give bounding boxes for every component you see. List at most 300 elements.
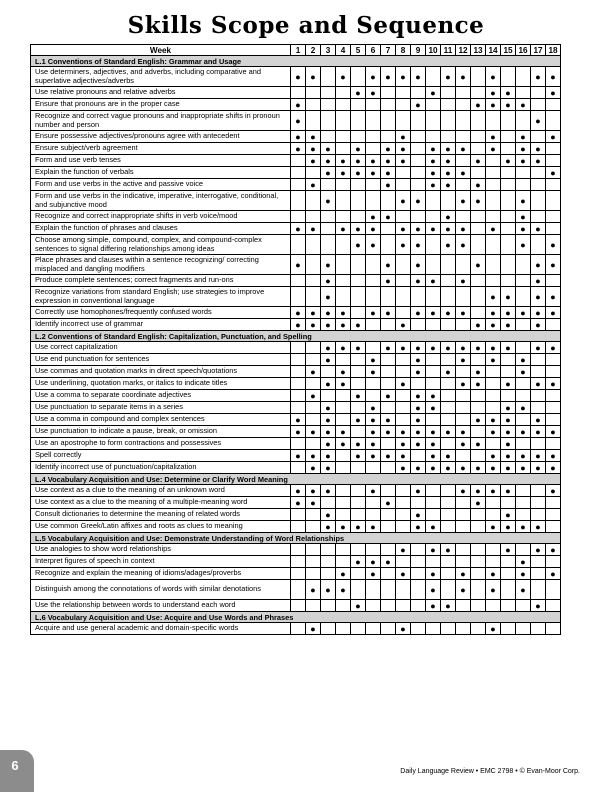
bullet-mark-icon: ● bbox=[385, 426, 391, 437]
bullet-mark-icon: ● bbox=[445, 600, 451, 611]
week-cell bbox=[546, 623, 561, 635]
skill-row bbox=[31, 87, 561, 99]
week-cell bbox=[456, 556, 471, 568]
week-cell bbox=[291, 155, 306, 167]
skill-row bbox=[31, 255, 561, 275]
bullet-mark-icon: ● bbox=[460, 584, 466, 595]
week-cell bbox=[546, 497, 561, 509]
week-cell bbox=[501, 366, 516, 378]
skill-row bbox=[31, 600, 561, 612]
week-cell bbox=[306, 485, 321, 497]
bullet-mark-icon: ● bbox=[430, 521, 436, 532]
week-cell bbox=[486, 179, 501, 191]
week-cell bbox=[351, 414, 366, 426]
week-cell bbox=[381, 426, 396, 438]
week-cell bbox=[531, 223, 546, 235]
skill-row bbox=[31, 319, 561, 331]
skill-label: Use a comma in compound and complex sentences bbox=[31, 414, 291, 426]
week-cell bbox=[471, 390, 486, 402]
skill-row bbox=[31, 155, 561, 167]
bullet-mark-icon: ● bbox=[520, 239, 526, 250]
week-cell bbox=[441, 426, 456, 438]
week-cell bbox=[501, 131, 516, 143]
skill-label: Use relative pronouns and relative adverbs bbox=[31, 87, 291, 99]
week-cell bbox=[456, 131, 471, 143]
week-cell bbox=[291, 287, 306, 307]
bullet-mark-icon: ● bbox=[325, 509, 331, 520]
skill-label: Use context as a clue to the meaning of an unknown word bbox=[31, 485, 291, 497]
bullet-mark-icon: ● bbox=[475, 485, 481, 496]
section-header-row bbox=[31, 331, 561, 342]
bullet-mark-icon: ● bbox=[505, 450, 511, 461]
week-cell bbox=[501, 580, 516, 600]
week-cell bbox=[411, 319, 426, 331]
week-cell bbox=[516, 287, 531, 307]
bullet-mark-icon: ● bbox=[430, 87, 436, 98]
week-cell bbox=[411, 354, 426, 366]
bullet-mark-icon: ● bbox=[295, 71, 301, 82]
skill-row bbox=[31, 402, 561, 414]
bullet-mark-icon: ● bbox=[505, 485, 511, 496]
week-cell bbox=[336, 521, 351, 533]
week-cell bbox=[336, 556, 351, 568]
week-cell bbox=[291, 600, 306, 612]
week-cell bbox=[306, 287, 321, 307]
week-cell bbox=[531, 600, 546, 612]
week-cell bbox=[366, 462, 381, 474]
bullet-mark-icon: ● bbox=[325, 402, 331, 413]
week-cell bbox=[321, 67, 336, 87]
week-number: 17 bbox=[531, 45, 546, 56]
bullet-mark-icon: ● bbox=[415, 414, 421, 425]
week-cell bbox=[441, 402, 456, 414]
week-cell bbox=[471, 255, 486, 275]
week-cell bbox=[531, 287, 546, 307]
bullet-mark-icon: ● bbox=[535, 115, 541, 126]
week-cell bbox=[531, 255, 546, 275]
week-cell bbox=[456, 390, 471, 402]
bullet-mark-icon: ● bbox=[310, 623, 316, 634]
week-cell bbox=[441, 509, 456, 521]
bullet-mark-icon: ● bbox=[520, 143, 526, 154]
week-cell bbox=[516, 275, 531, 287]
bullet-mark-icon: ● bbox=[520, 211, 526, 222]
week-cell bbox=[441, 255, 456, 275]
week-cell bbox=[411, 450, 426, 462]
week-cell bbox=[501, 390, 516, 402]
week-cell bbox=[396, 623, 411, 635]
week-cell bbox=[471, 485, 486, 497]
skill-row bbox=[31, 67, 561, 87]
week-cell bbox=[456, 275, 471, 287]
week-cell bbox=[546, 414, 561, 426]
page-title: Skills Scope and Sequence bbox=[127, 12, 485, 39]
week-cell bbox=[381, 223, 396, 235]
week-number: 10 bbox=[426, 45, 441, 56]
week-cell bbox=[471, 143, 486, 155]
bullet-mark-icon: ● bbox=[505, 99, 511, 110]
week-cell bbox=[381, 414, 396, 426]
week-cell bbox=[291, 509, 306, 521]
week-cell bbox=[351, 509, 366, 521]
week-cell bbox=[426, 450, 441, 462]
week-cell bbox=[486, 131, 501, 143]
week-cell bbox=[441, 143, 456, 155]
week-cell bbox=[516, 568, 531, 580]
week-cell bbox=[381, 402, 396, 414]
week-cell bbox=[471, 568, 486, 580]
week-cell bbox=[396, 544, 411, 556]
bullet-mark-icon: ● bbox=[400, 544, 406, 555]
week-cell bbox=[396, 497, 411, 509]
week-cell bbox=[441, 319, 456, 331]
skill-label: Interpret figures of speech in context bbox=[31, 556, 291, 568]
section-title: L.2 Conventions of Standard English: Capitalization, Punctuation, and Spelling bbox=[31, 331, 561, 342]
bullet-mark-icon: ● bbox=[490, 131, 496, 142]
week-cell bbox=[441, 450, 456, 462]
week-cell bbox=[501, 143, 516, 155]
week-cell bbox=[336, 287, 351, 307]
week-cell bbox=[291, 485, 306, 497]
week-cell bbox=[396, 366, 411, 378]
bullet-mark-icon: ● bbox=[370, 438, 376, 449]
bullet-mark-icon: ● bbox=[475, 342, 481, 353]
week-cell bbox=[321, 307, 336, 319]
week-cell bbox=[456, 211, 471, 223]
bullet-mark-icon: ● bbox=[550, 167, 556, 178]
bullet-mark-icon: ● bbox=[505, 319, 511, 330]
week-cell bbox=[471, 99, 486, 111]
week-cell bbox=[381, 580, 396, 600]
week-cell bbox=[396, 462, 411, 474]
week-cell bbox=[381, 131, 396, 143]
week-cell bbox=[516, 600, 531, 612]
week-cell bbox=[471, 402, 486, 414]
week-number: 14 bbox=[486, 45, 501, 56]
skill-label: Use underlining, quotation marks, or italics to indicate titles bbox=[31, 378, 291, 390]
week-cell bbox=[501, 255, 516, 275]
week-cell bbox=[531, 307, 546, 319]
week-cell bbox=[456, 509, 471, 521]
week-cell bbox=[351, 600, 366, 612]
bullet-mark-icon: ● bbox=[415, 71, 421, 82]
week-cell bbox=[381, 87, 396, 99]
week-cell bbox=[471, 556, 486, 568]
bullet-mark-icon: ● bbox=[535, 426, 541, 437]
week-cell bbox=[411, 485, 426, 497]
week-cell bbox=[291, 402, 306, 414]
week-cell bbox=[291, 366, 306, 378]
bullet-mark-icon: ● bbox=[325, 438, 331, 449]
bullet-mark-icon: ● bbox=[520, 131, 526, 142]
bullet-mark-icon: ● bbox=[325, 307, 331, 318]
bullet-mark-icon: ● bbox=[400, 155, 406, 166]
bullet-mark-icon: ● bbox=[475, 195, 481, 206]
week-cell bbox=[336, 497, 351, 509]
week-cell bbox=[366, 211, 381, 223]
bullet-mark-icon: ● bbox=[505, 438, 511, 449]
week-cell bbox=[426, 366, 441, 378]
week-cell bbox=[441, 179, 456, 191]
week-cell bbox=[321, 462, 336, 474]
bullet-mark-icon: ● bbox=[295, 115, 301, 126]
week-cell bbox=[336, 462, 351, 474]
skill-row bbox=[31, 544, 561, 556]
week-number: 15 bbox=[501, 45, 516, 56]
week-cell bbox=[456, 342, 471, 354]
bullet-mark-icon: ● bbox=[355, 450, 361, 461]
week-cell bbox=[456, 378, 471, 390]
bullet-mark-icon: ● bbox=[385, 556, 391, 567]
week-cell bbox=[486, 191, 501, 211]
week-cell bbox=[501, 509, 516, 521]
skill-row bbox=[31, 438, 561, 450]
bullet-mark-icon: ● bbox=[355, 239, 361, 250]
week-cell bbox=[291, 556, 306, 568]
bullet-mark-icon: ● bbox=[370, 167, 376, 178]
bullet-mark-icon: ● bbox=[325, 291, 331, 302]
week-cell bbox=[351, 580, 366, 600]
week-cell bbox=[531, 67, 546, 87]
week-cell bbox=[516, 191, 531, 211]
week-cell bbox=[336, 67, 351, 87]
week-cell bbox=[486, 544, 501, 556]
bullet-mark-icon: ● bbox=[445, 143, 451, 154]
week-cell bbox=[456, 143, 471, 155]
bullet-mark-icon: ● bbox=[445, 155, 451, 166]
week-number: 3 bbox=[321, 45, 336, 56]
week-cell bbox=[291, 319, 306, 331]
bullet-mark-icon: ● bbox=[415, 366, 421, 377]
week-cell bbox=[501, 462, 516, 474]
bullet-mark-icon: ● bbox=[535, 291, 541, 302]
week-cell bbox=[351, 462, 366, 474]
week-cell bbox=[501, 378, 516, 390]
week-cell bbox=[351, 67, 366, 87]
week-cell bbox=[546, 366, 561, 378]
bullet-mark-icon: ● bbox=[430, 568, 436, 579]
bullet-mark-icon: ● bbox=[415, 485, 421, 496]
week-cell bbox=[471, 287, 486, 307]
bullet-mark-icon: ● bbox=[475, 99, 481, 110]
skill-row bbox=[31, 223, 561, 235]
skill-label: Use context as a clue to the meaning of a multiple-meaning word bbox=[31, 497, 291, 509]
week-cell bbox=[546, 131, 561, 143]
week-cell bbox=[351, 111, 366, 131]
week-cell bbox=[471, 497, 486, 509]
week-cell bbox=[486, 426, 501, 438]
bullet-mark-icon: ● bbox=[490, 319, 496, 330]
bullet-mark-icon: ● bbox=[430, 462, 436, 473]
week-cell bbox=[441, 211, 456, 223]
bullet-mark-icon: ● bbox=[385, 390, 391, 401]
week-cell bbox=[456, 99, 471, 111]
week-cell bbox=[471, 307, 486, 319]
week-cell bbox=[291, 354, 306, 366]
bullet-mark-icon: ● bbox=[295, 99, 301, 110]
week-cell bbox=[291, 131, 306, 143]
bullet-mark-icon: ● bbox=[445, 426, 451, 437]
skill-label: Acquire and use general academic and domain-specific words bbox=[31, 623, 291, 635]
bullet-mark-icon: ● bbox=[520, 155, 526, 166]
week-cell bbox=[441, 390, 456, 402]
bullet-mark-icon: ● bbox=[460, 378, 466, 389]
bullet-mark-icon: ● bbox=[535, 600, 541, 611]
week-cell bbox=[411, 544, 426, 556]
week-cell bbox=[531, 426, 546, 438]
week-cell bbox=[486, 378, 501, 390]
week-cell bbox=[471, 111, 486, 131]
week-cell bbox=[426, 287, 441, 307]
bullet-mark-icon: ● bbox=[490, 143, 496, 154]
week-cell bbox=[501, 111, 516, 131]
week-cell bbox=[336, 235, 351, 255]
skill-label: Explain the function of phrases and clauses bbox=[31, 223, 291, 235]
skill-row bbox=[31, 568, 561, 580]
bullet-mark-icon: ● bbox=[505, 521, 511, 532]
week-cell bbox=[351, 307, 366, 319]
week-cell bbox=[546, 287, 561, 307]
week-cell bbox=[471, 600, 486, 612]
week-cell bbox=[381, 167, 396, 179]
week-cell bbox=[351, 426, 366, 438]
week-cell bbox=[426, 143, 441, 155]
week-cell bbox=[516, 179, 531, 191]
week-cell bbox=[291, 378, 306, 390]
week-cell bbox=[381, 179, 396, 191]
bullet-mark-icon: ● bbox=[505, 402, 511, 413]
skill-row bbox=[31, 179, 561, 191]
week-cell bbox=[441, 521, 456, 533]
week-cell bbox=[516, 378, 531, 390]
week-cell bbox=[546, 390, 561, 402]
week-cell bbox=[396, 450, 411, 462]
week-cell bbox=[486, 319, 501, 331]
week-cell bbox=[306, 426, 321, 438]
week-cell bbox=[306, 191, 321, 211]
week-cell bbox=[336, 426, 351, 438]
week-cell bbox=[501, 414, 516, 426]
week-cell bbox=[366, 287, 381, 307]
week-cell bbox=[501, 167, 516, 179]
week-cell bbox=[546, 378, 561, 390]
week-cell bbox=[411, 600, 426, 612]
week-cell bbox=[516, 485, 531, 497]
week-cell bbox=[351, 544, 366, 556]
week-cell bbox=[456, 414, 471, 426]
week-cell bbox=[486, 366, 501, 378]
week-cell bbox=[351, 211, 366, 223]
week-cell bbox=[396, 167, 411, 179]
bullet-mark-icon: ● bbox=[490, 462, 496, 473]
week-cell bbox=[336, 544, 351, 556]
week-cell bbox=[531, 342, 546, 354]
bullet-mark-icon: ● bbox=[520, 462, 526, 473]
week-cell bbox=[501, 319, 516, 331]
bullet-mark-icon: ● bbox=[475, 414, 481, 425]
bullet-mark-icon: ● bbox=[430, 167, 436, 178]
week-number: 7 bbox=[381, 45, 396, 56]
bullet-mark-icon: ● bbox=[490, 87, 496, 98]
week-cell bbox=[306, 255, 321, 275]
bullet-mark-icon: ● bbox=[295, 259, 301, 270]
week-cell bbox=[366, 179, 381, 191]
week-cell bbox=[516, 556, 531, 568]
week-cell bbox=[456, 426, 471, 438]
bullet-mark-icon: ● bbox=[400, 426, 406, 437]
week-cell bbox=[321, 568, 336, 580]
bullet-mark-icon: ● bbox=[460, 568, 466, 579]
bullet-mark-icon: ● bbox=[370, 366, 376, 377]
bullet-mark-icon: ● bbox=[490, 291, 496, 302]
bullet-mark-icon: ● bbox=[430, 275, 436, 286]
bullet-mark-icon: ● bbox=[535, 450, 541, 461]
week-cell bbox=[291, 580, 306, 600]
week-cell bbox=[486, 275, 501, 287]
week-cell bbox=[351, 131, 366, 143]
week-number: 9 bbox=[411, 45, 426, 56]
week-cell bbox=[381, 307, 396, 319]
week-cell bbox=[321, 87, 336, 99]
week-cell bbox=[486, 354, 501, 366]
bullet-mark-icon: ● bbox=[370, 307, 376, 318]
bullet-mark-icon: ● bbox=[430, 438, 436, 449]
week-cell bbox=[381, 485, 396, 497]
skill-row bbox=[31, 497, 561, 509]
week-cell bbox=[546, 255, 561, 275]
week-cell bbox=[321, 485, 336, 497]
bullet-mark-icon: ● bbox=[325, 485, 331, 496]
week-cell bbox=[321, 544, 336, 556]
bullet-mark-icon: ● bbox=[310, 179, 316, 190]
week-cell bbox=[441, 462, 456, 474]
week-cell bbox=[546, 99, 561, 111]
week-cell bbox=[291, 235, 306, 255]
week-cell bbox=[546, 544, 561, 556]
week-cell bbox=[426, 556, 441, 568]
week-cell bbox=[396, 307, 411, 319]
week-cell bbox=[351, 556, 366, 568]
week-cell bbox=[306, 319, 321, 331]
skill-label: Ensure subject/verb agreement bbox=[31, 143, 291, 155]
week-cell bbox=[516, 414, 531, 426]
bullet-mark-icon: ● bbox=[325, 155, 331, 166]
bullet-mark-icon: ● bbox=[490, 426, 496, 437]
week-cell bbox=[291, 99, 306, 111]
week-cell bbox=[396, 211, 411, 223]
week-cell bbox=[366, 366, 381, 378]
week-cell bbox=[321, 390, 336, 402]
bullet-mark-icon: ● bbox=[550, 131, 556, 142]
week-number: 18 bbox=[546, 45, 561, 56]
bullet-mark-icon: ● bbox=[445, 211, 451, 222]
week-cell bbox=[396, 223, 411, 235]
bullet-mark-icon: ● bbox=[295, 319, 301, 330]
week-cell bbox=[336, 167, 351, 179]
week-cell bbox=[306, 438, 321, 450]
bullet-mark-icon: ● bbox=[370, 211, 376, 222]
week-cell bbox=[291, 623, 306, 635]
week-cell bbox=[321, 211, 336, 223]
week-cell bbox=[531, 497, 546, 509]
skills-table bbox=[30, 44, 561, 635]
week-cell bbox=[306, 67, 321, 87]
week-cell bbox=[531, 191, 546, 211]
week-cell bbox=[456, 366, 471, 378]
week-cell bbox=[381, 438, 396, 450]
week-cell bbox=[411, 426, 426, 438]
week-cell bbox=[516, 307, 531, 319]
